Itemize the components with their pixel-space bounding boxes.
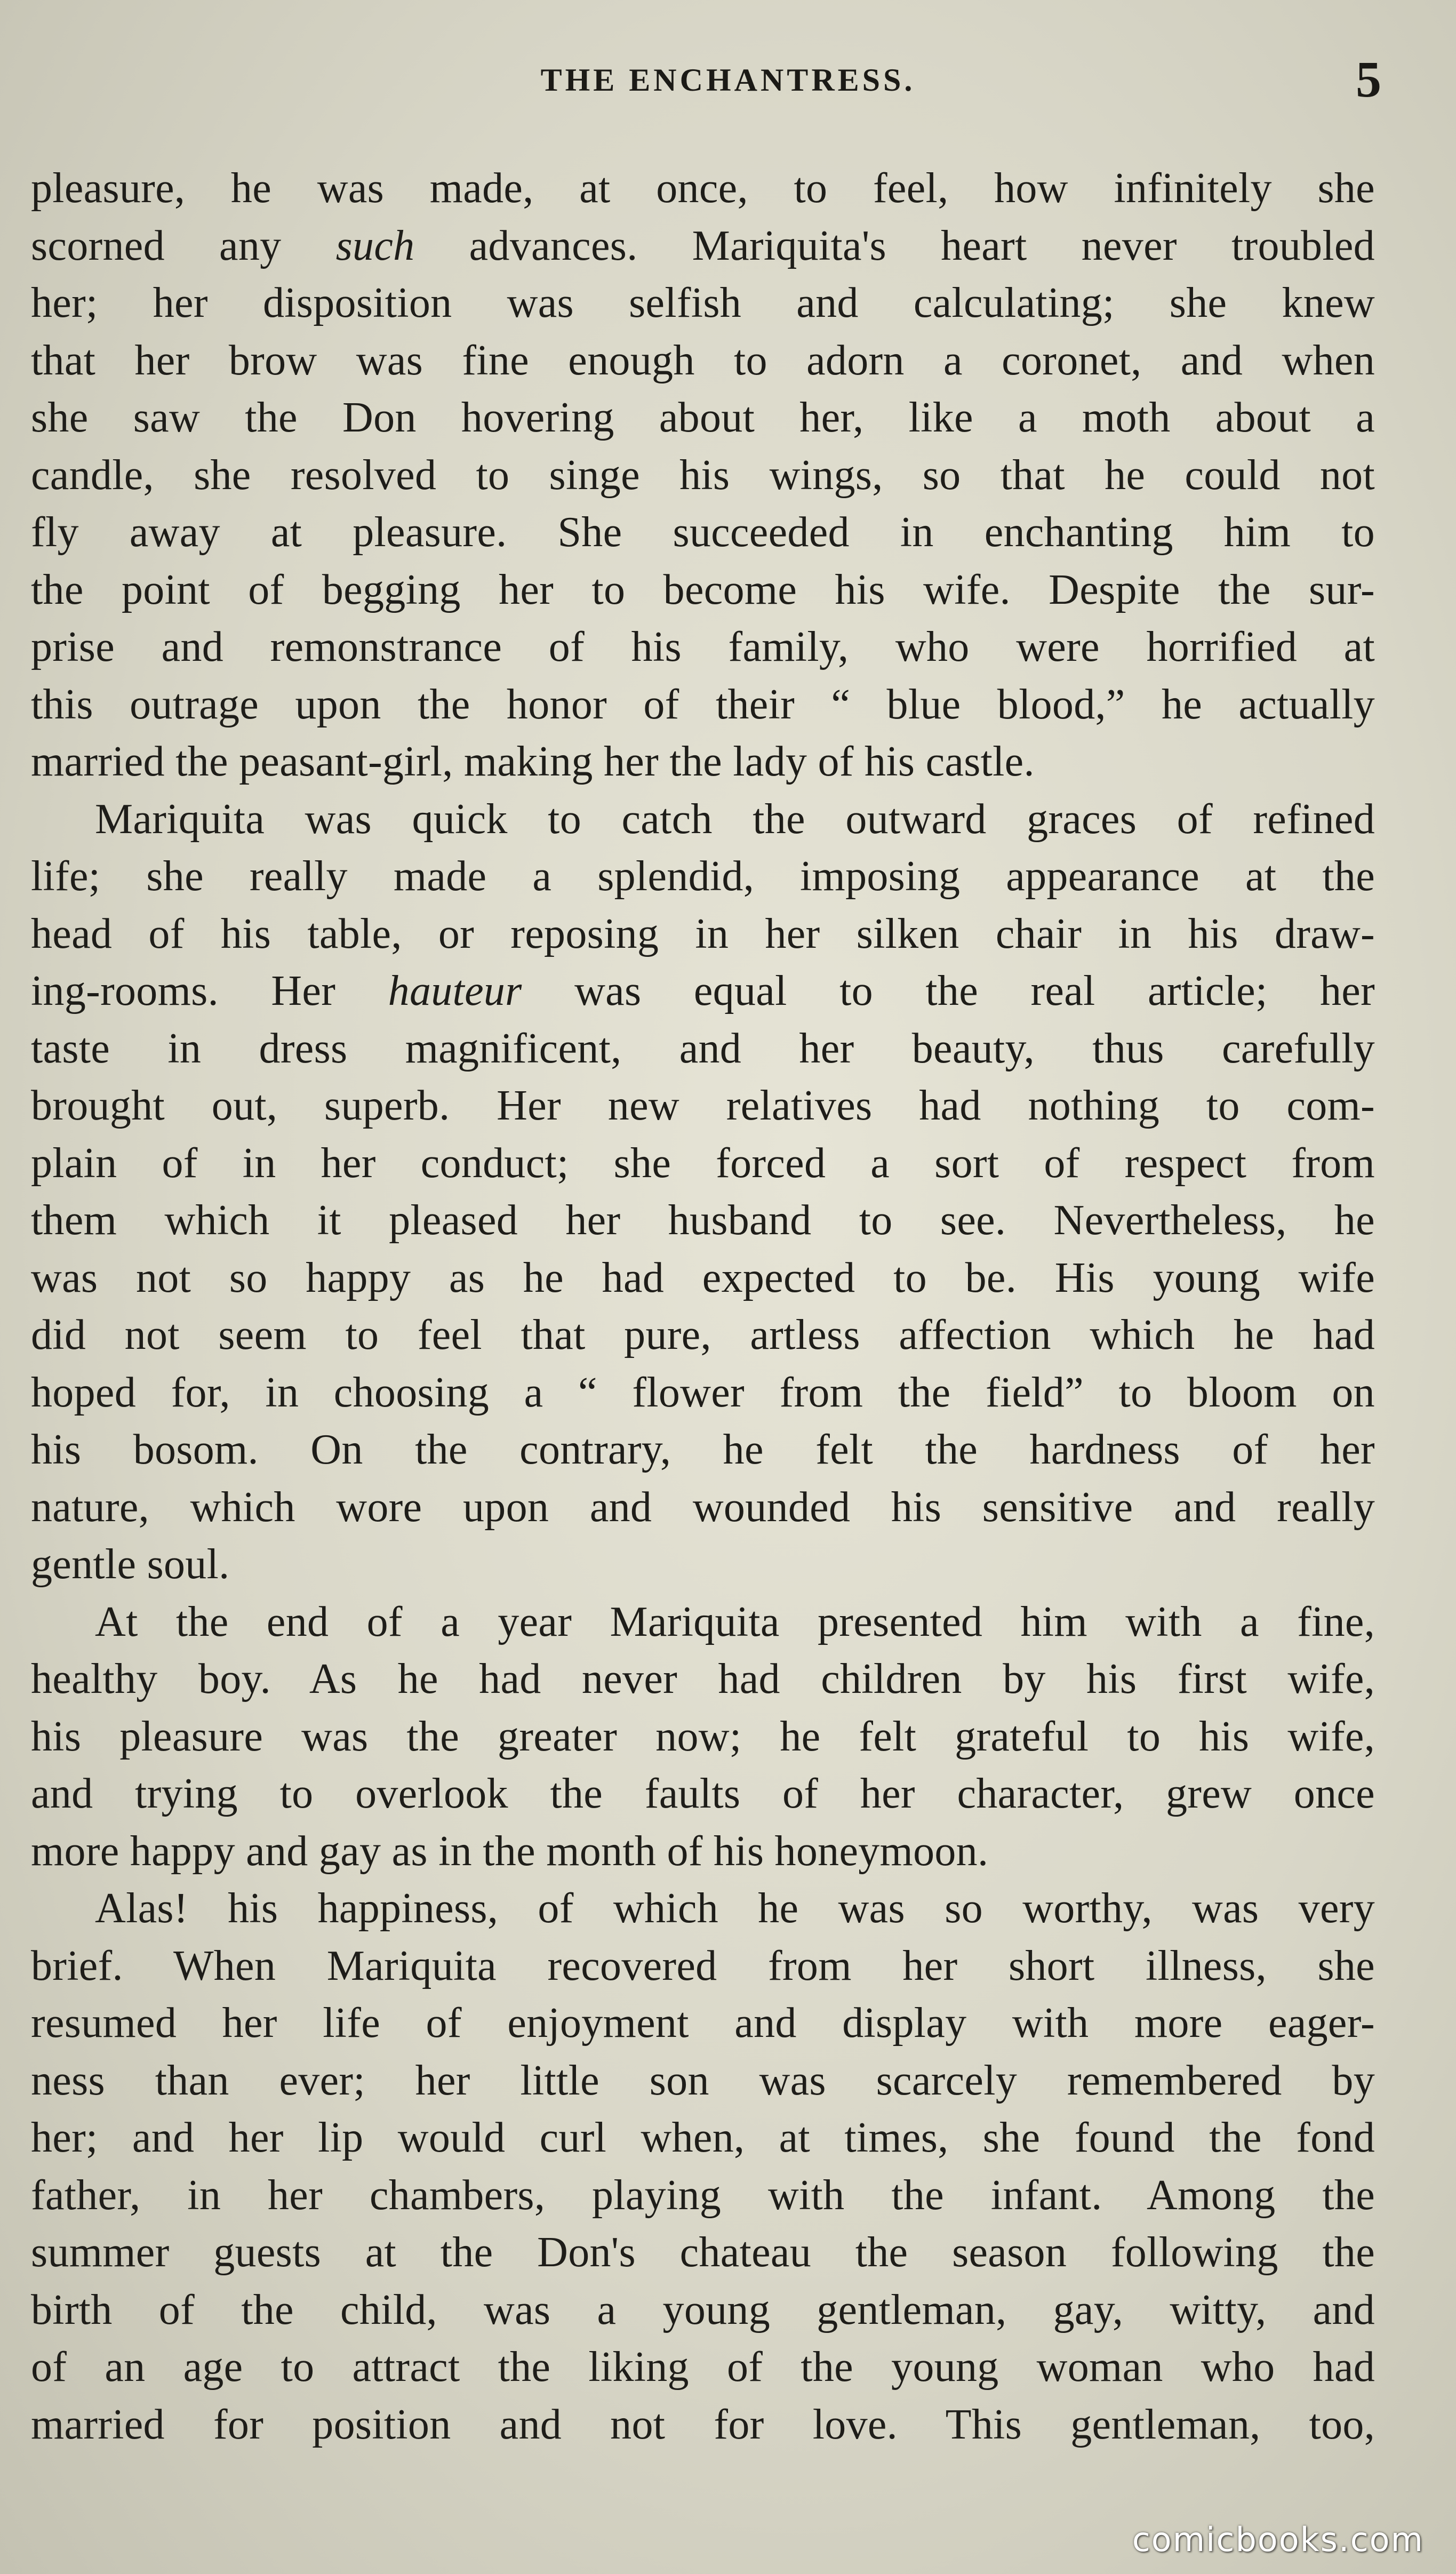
text-line: head of his table, or reposing in her silken chair in his draw-: [31, 910, 1375, 957]
text-line: [31, 218, 1375, 275]
line-fragment: ing-rooms. Her: [31, 968, 388, 1014]
text-line: was not so happy as he had expected to be. His young wife: [31, 1254, 1375, 1301]
text-line: [31, 963, 1375, 1020]
page-number: 5: [1356, 51, 1381, 108]
text-line: her; her disposition was selfish and calculating; she knew: [31, 279, 1375, 326]
text-line: life; she really made a splendid, imposing appearance at the: [31, 853, 1375, 900]
text-line: did not seem to feel that pure, artless affection which he had: [31, 1312, 1375, 1358]
text-line: more happy and gay as in the month of his honeymoon.: [31, 1827, 989, 1875]
text-line: Alas! his happiness, of which he was so worthy, was very: [95, 1885, 1375, 1932]
text-line: Mariquita was quick to catch the outward graces of refined: [95, 795, 1375, 843]
text-line: and trying to overlook the faults of her character, grew once: [31, 1770, 1375, 1817]
text-line: her; and her lip would curl when, at times, she found the fond: [31, 2114, 1375, 2161]
text-line: candle, she resolved to singe his wings, so that he could not: [31, 451, 1375, 499]
text-line: birth of the child, was a young gentleman, gay, witty, and: [31, 2286, 1375, 2333]
line-fragment: scorned any: [31, 222, 336, 269]
line-fragment: advances. Mariquita's heart never troubled: [414, 222, 1375, 269]
text-line: pleasure, he was made, at once, to feel, how infinitely she: [31, 165, 1375, 212]
italic-word: hauteur: [388, 968, 522, 1014]
text-line: them which it pleased her husband to see. Nevertheless, he: [31, 1197, 1375, 1244]
text-line: brief. When Mariquita recovered from her short illness, she: [31, 1942, 1375, 1989]
text-line: ness than ever; her little son was scarcely remembered by: [31, 2057, 1375, 2104]
text-line: healthy boy. As he had never had children by his first wife,: [31, 1656, 1375, 1702]
text-line: of an age to attract the liking of the young woman who had: [31, 2344, 1375, 2391]
text-line: gentle soul.: [31, 1541, 230, 1588]
italic-word: such: [335, 222, 415, 269]
text-line: summer guests at the Don's chateau the season following the: [31, 2229, 1375, 2276]
text-line: married the peasant-girl, making her the lady of his castle.: [31, 738, 1035, 785]
text-line: she saw the Don hovering about her, like a moth about a: [31, 394, 1375, 441]
page-header: [0, 53, 1456, 117]
text-line: At the end of a year Mariquita presented him with a fine,: [95, 1598, 1375, 1645]
text-line: plain of in her conduct; she forced a sort of respect from: [31, 1139, 1375, 1187]
text-line: nature, which wore upon and wounded his sensitive and really: [31, 1483, 1375, 1531]
line-fragment: was equal to the real article; her: [522, 968, 1375, 1014]
running-title: THE ENCHANTRESS.: [540, 62, 916, 98]
text-line: brought out, superb. Her new relatives had nothing to com-: [31, 1082, 1375, 1129]
text-line: this outrage upon the honor of their “ blue blood,” he actually: [31, 681, 1375, 728]
text-line: his pleasure was the greater now; he felt grateful to his wife,: [31, 1713, 1375, 1760]
text-line: his bosom. On the contrary, he felt the hardness of her: [31, 1426, 1375, 1473]
text-line: taste in dress magnificent, and her beauty, thus carefully: [31, 1025, 1375, 1072]
text-line: the point of begging her to become his wife. Despite the sur-: [31, 566, 1375, 613]
text-line: resumed her life of enjoyment and display with more eager-: [31, 2000, 1375, 2047]
text-line: hoped for, in choosing a “ flower from the field” to bloom on: [31, 1369, 1375, 1416]
text-line: prise and remonstrance of his family, who were horrified at: [31, 623, 1375, 670]
text-line: married for position and not for love. This gentleman, too,: [31, 2401, 1375, 2448]
body-text: [31, 160, 1375, 2453]
watermark: comicbooks.com: [1132, 2520, 1424, 2559]
text-line: father, in her chambers, playing with the infant. Among the: [31, 2171, 1375, 2219]
text-line: fly away at pleasure. She succeeded in enchanting him to: [31, 509, 1375, 556]
text-line: that her brow was fine enough to adorn a coronet, and when: [31, 337, 1375, 384]
